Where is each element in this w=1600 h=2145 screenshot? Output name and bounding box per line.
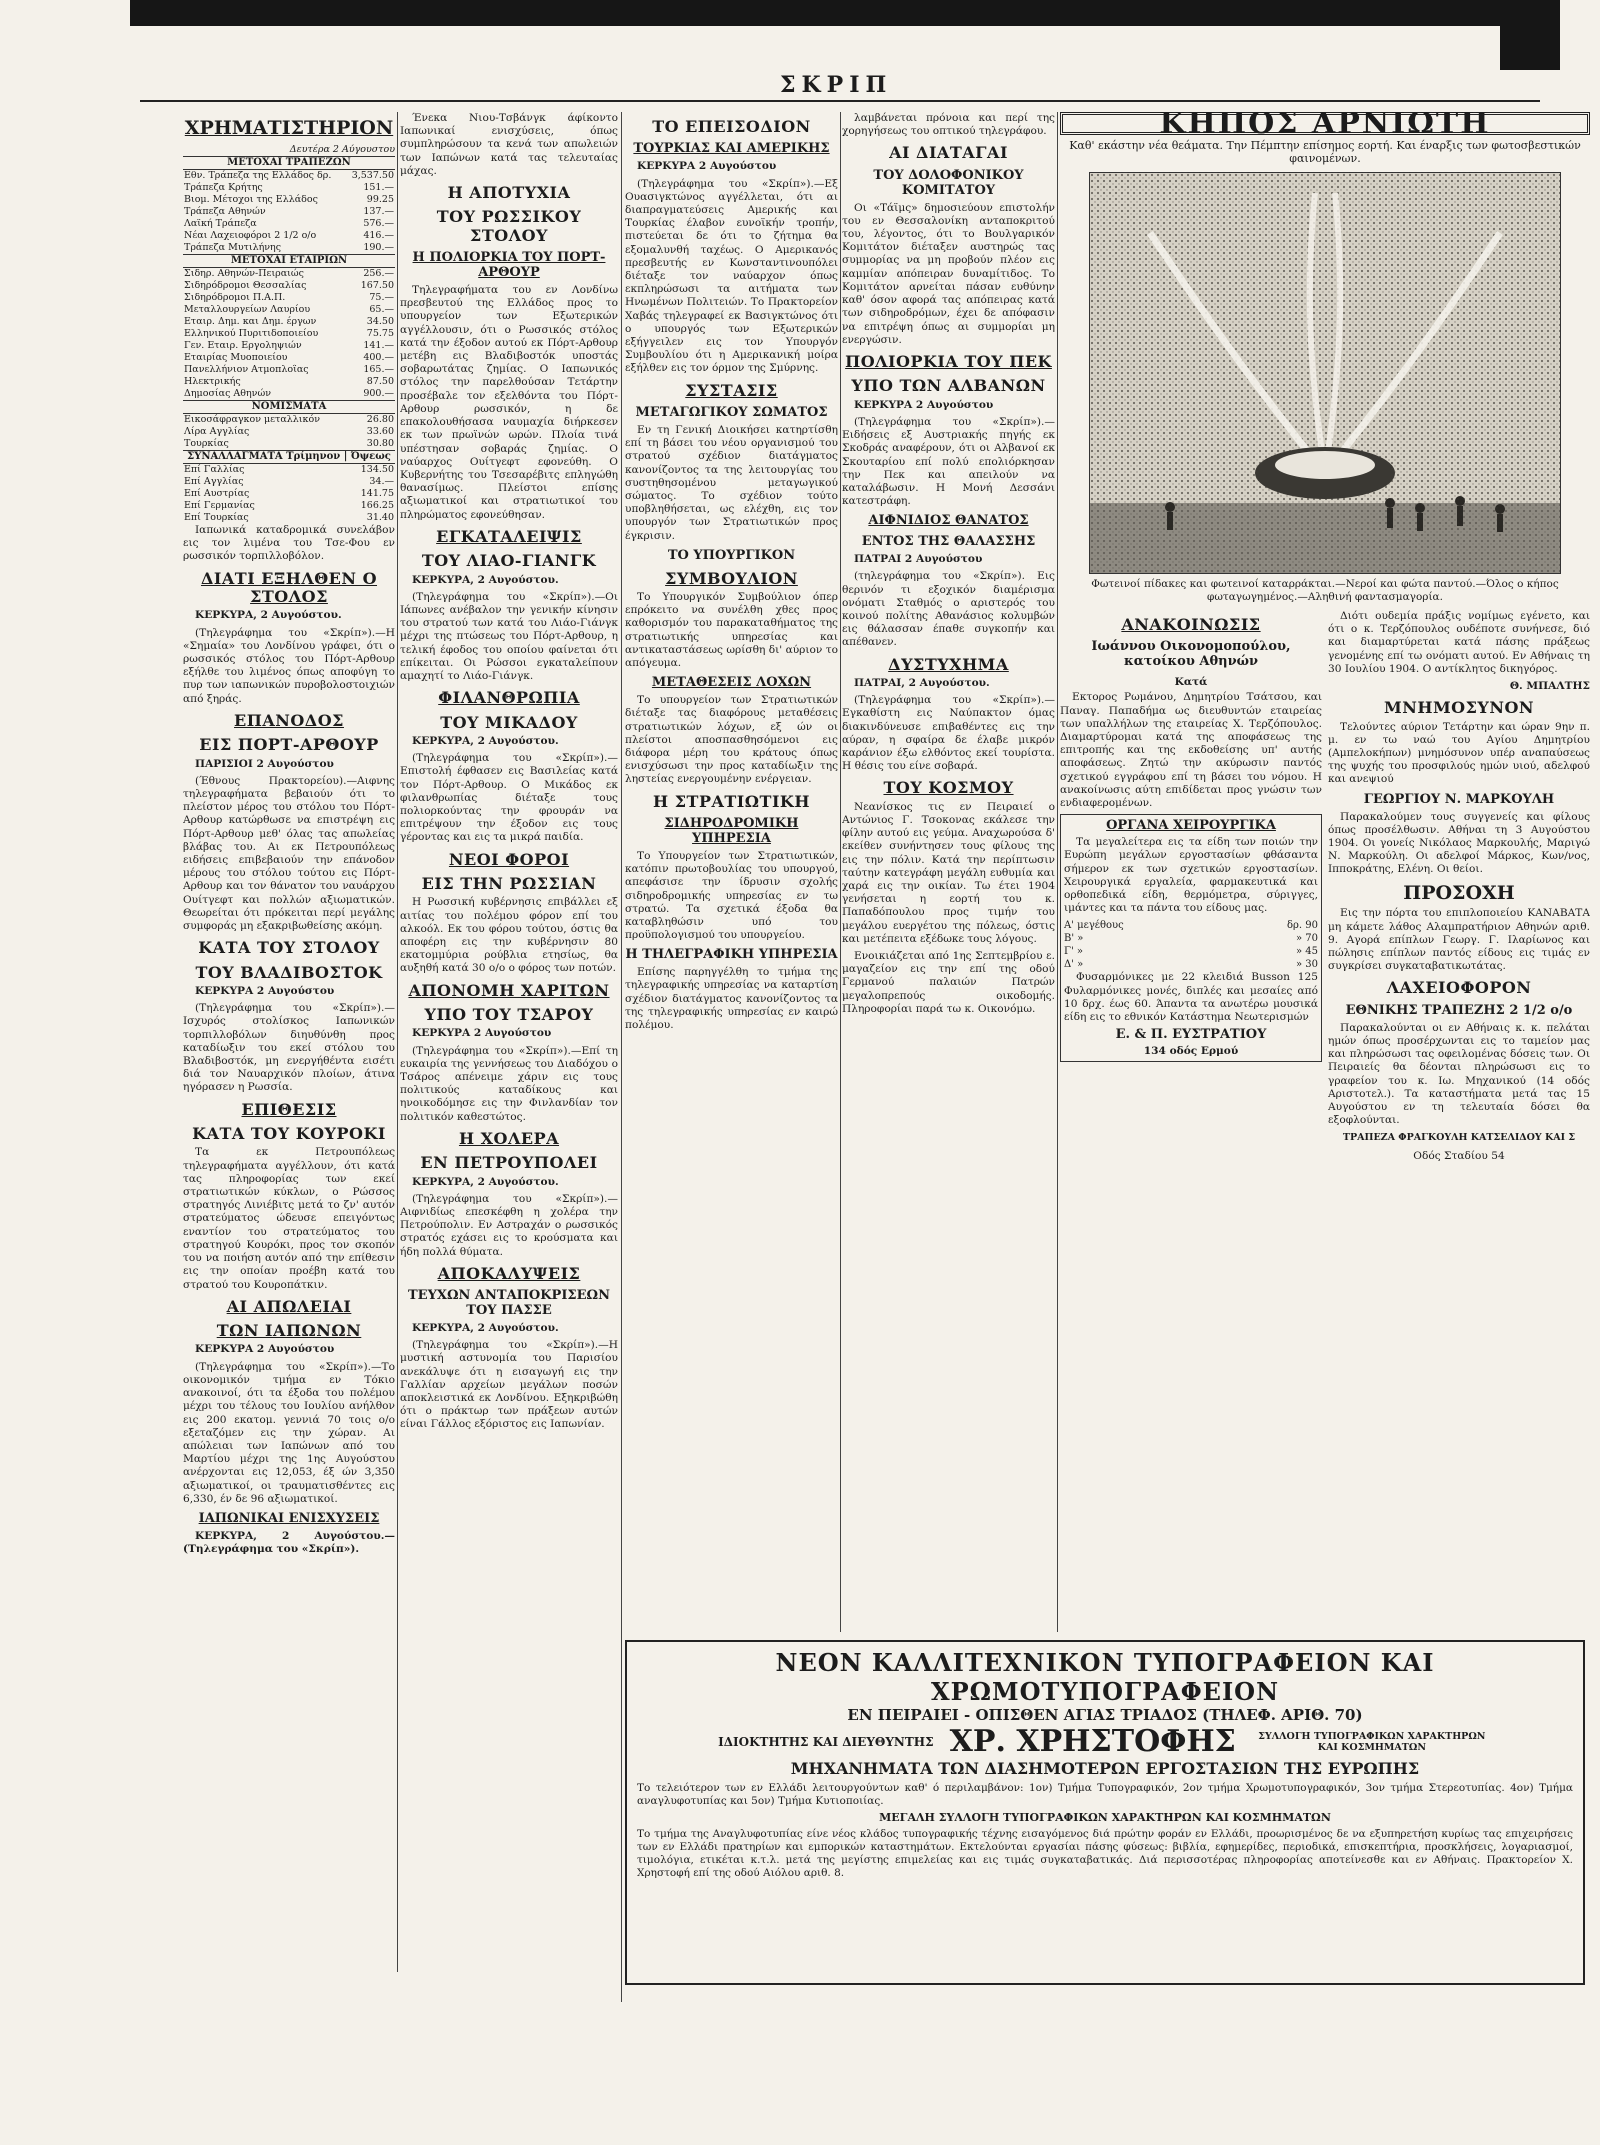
printing-ad-collection: ΜΕΓΑΛΗ ΣΥΛΛΟΓΗ ΤΥΠΟΓΡΑΦΙΚΩΝ ΧΑΡΑΚΤΗΡΩΝ ΚΑΙ ΚΟΣΜΗΜΑΤΩΝ <box>879 1811 1331 1824</box>
exchange-row <box>183 488 395 500</box>
article-heading: ΚΑΤΑ ΤΟΥ ΣΤΟΛΟΥ <box>198 938 380 958</box>
exchange-row-name: Δημοσίας Αθηνών <box>184 388 271 400</box>
masthead-title: ΣΚΡΙΠ <box>780 72 893 98</box>
top-edge-shadow-corner <box>1500 20 1560 70</box>
exchange-row <box>183 426 395 438</box>
exchange-row <box>183 268 395 281</box>
article-body: Η Ρωσσική κυβέρνησις επιβάλλει εξ αιτίας του πολέμου φόρον επί του αλκοόλ. Εκ του φόρου τούτου, όστις θα αποφέρη εις την κυβέρνησιν 80 εκατομμύρια ρούβλια ετησίως, θα αυξηθή κατά 30 ο/ο ο φόρος των ποτών. <box>400 896 618 975</box>
article-body: (Τηλεγράφημα του «Σκρίπ»).—Η μυστική αστυνομία του Παρισίου ανεκάλυψε ότι η εισαγωγή εις την Γαλλίαν αρχείων μεγάλων ποσών αποκλειστικά εκ Λονδίνου. Εξηκριβώθη ότι ο πράκτωρ των πράξεων αυτών είναι Γάλλος εξόριστος εις Ιαπωνίαν. <box>400 1339 618 1431</box>
article-heading: ΤΟΥ ΒΛΑΔΙΒΟΣΤΟΚ <box>195 962 383 982</box>
exchange-row-value: 87.50 <box>366 376 394 388</box>
article-heading: ΑΙΦΝΙΔΙΟΣ ΘΑΝΑΤΟΣ <box>868 513 1029 529</box>
exchange-table <box>183 156 395 524</box>
article-body: (τηλεγράφημα του «Σκρίπ»). Εις θερινόν τι εξοχικόν διαμέρισμα ονόματι Σταθμός ο αριστερός του κοινού πολίτης Αθανάσιος κολυμβών εις θάλασσαν έπαθε συγκοπήν και απέθανεν. <box>842 570 1055 649</box>
exchange-row <box>183 512 395 524</box>
exchange-row <box>183 170 395 183</box>
exchange-row-value: 137.— <box>363 206 394 218</box>
exchange-row-value: 34.— <box>369 476 394 488</box>
kipos-caption: Φωτεινοί πίδακες και φωτεινοί καταρράκται.—Νεροί και φώτα παντού.—Όλος ο κήπος φωταγωγημένος.—Αληθινή φαντασμαγορία. <box>1091 577 1559 603</box>
exchange-row-name: Ηλεκτρικής <box>184 376 241 388</box>
article-heading: ΔΥΣΤΥΧΗΜΑ <box>888 654 1009 674</box>
exchange-section-title: ΝΟΜΙΣΜΑΤΑ <box>183 401 395 414</box>
article-body: (Έθνους Πρακτορείου).—Αιφνης τηλεγραφήματα βεβαιούν ότι το πλείστον μέρος του στόλου του Πόρτ-Αρθουρ κατώρθωσε να επιστρέψη εις Πόρτ-Αρθουρ μεθ' όλας τας απωλείας βλάβας του. Αι εκ Πετρουπόλεως ειδήσεις επιβεβαιούν την επάνοδον μέρους του στόλου τούτου εις Πόρτ-Αρθουρ και τον θάνατον του ναυάρχου Ουίτγεφτ και πολλών αξιωματικών. Θεωρείται ότι πρόκειται περί μεγάλης συμφοράς μη εξακριβωθείσης ακόμη. <box>183 774 395 933</box>
article-heading: ΑΙ ΔΙΑΤΑΓΑΙ <box>889 143 1008 163</box>
exchange-row-value: 167.50 <box>360 280 394 292</box>
exchange-row <box>183 352 395 364</box>
exchange-row-name: Σιδηρόδρομοι Π.Α.Π. <box>184 292 286 304</box>
exchange-row <box>183 304 395 316</box>
memorial-heading: ΜΝΗΜΟΣΥΝΟΝ <box>1383 698 1535 718</box>
dateline: ΚΕΡΚΥΡΑ, 2 Αυγούστου. <box>412 734 559 747</box>
notice-signature: Θ. ΜΠΑΛΤΗΣ <box>1509 680 1590 693</box>
lottery-signature: ΤΡΑΠΕΖΑ ΦΡΑΓΚΟΥΛΗ ΚΑΤΣΕΛΙΔΟΥ ΚΑΙ Σ <box>1342 1132 1576 1144</box>
notice-subheading: Ιωάννου Οικονομοπούλου, κατοίκου Αθηνών <box>1091 639 1291 670</box>
article-body: Ενοικιάζεται από 1ης Σεπτεμβρίου ε. μαγαζείον εις την επί της οδού Γερμανού παλαιών Πατρών μεγαλοπρεπούς οικοδομής. Πληροφορίαι παρά τω κ. Οικονόμω. <box>842 950 1055 1015</box>
article-body: Οι «Τάϊμς» δημοσιεύουν επιστολήν του εν Θεσσαλονίκη ανταποκριτού του, λέγοντος, ότι το Βουλγαρικόν Κομιτάτον διέταξεν αυστηρώς τας συμμορίας να μη προβούν πλέον εις καμμίαν απόπειραν δυναμίτιδος. Το Κομιτάτον αρνείται πάσαν ευθύνην καθ' όσον αφορά τας απόπειρας κατά των σιδηροδρόμων, έχει δε απόφασιν να επιτρέψη όπως αι συμμορίαι μη ενεργώσιν. <box>842 201 1055 346</box>
column-1 <box>183 112 395 1952</box>
exchange-row <box>183 316 395 328</box>
dateline: ΚΕΡΚΥΡΑ 2 Αυγούστου <box>637 160 777 173</box>
exchange-row-value: 166.25 <box>360 500 394 512</box>
exchange-row-value: 141.75 <box>360 488 394 500</box>
printing-house-ad <box>625 1640 1585 1985</box>
exchange-row <box>183 182 395 194</box>
exchange-date: Δευτέρα 2 Αύγουστου <box>289 143 395 155</box>
article-subheading: ΤΕΥΧΩΝ ΑΝΤΑΠΟΚΡΙΣΕΩΝ ΤΟΥ ΠΑΣΣΕ <box>408 1288 610 1319</box>
exchange-row-value: 576.— <box>363 218 394 230</box>
price-label: Β' » <box>1064 933 1084 945</box>
article-body: (Τηλεγράφημα του «Σκρίπ»).—Επί τη ευκαιρία της γεννήσεως του Διαδόχου ο Τσάρος απένειμε χάριν εις τους πολιτικούς καταδίκους και ηνοικοδόμησε εις την Φινλανδίαν τον πολιτικόν καθεστώτος. <box>400 1044 618 1123</box>
article-body: (Τηλεγράφημα του «Σκρίπ»).—Εξ Ουασιγκτώνος αγγέλλεται, ότι αι διαπραγματεύσεις Αμερικής και Τουρκίας έλαβον ευνοϊκήν τροπήν, πιστεύεται δε ότι το ζήτημα θα εξομαλυνθή ταχέως. Ο Αμερικανός πρεσβευτής εν Κωνσταντινουπόλει διέταξε τον ναύαρχον όπως εκπληρώσωσι τα αιτήματα των Ηνωμένων Πολιτειών. Το Πρακτορείον Χαβάς τηλεγραφεί εκ Βασιγκτώνος ότι ο υπουργός των Εξωτερικών εξήγγειλεν εις τον Υπουργόν Συμβουλίου ότι η Αμερικανική μοίρα εξήλθεν εις τον όρμον της Σμύρνης. <box>625 177 838 375</box>
price-list <box>1064 919 1318 971</box>
left-ads <box>1060 610 1322 1165</box>
article-heading: ΑΠΟΝΟΜΗ ΧΑΡΙΤΩΝ <box>408 980 610 1000</box>
exchange-row-value: 34.50 <box>366 316 394 328</box>
exchange-row-name: Εταιρ. Δημ. και Δημ. έργων <box>184 316 317 328</box>
article-body: (Τηλεγράφημα του «Σκρίπ»).—Οι Ιάπωνες ανέβαλον την γενικήν κίνησιν του στρατού των κατά του Λιάο-Γιάνγκ μέχρι της πτώσεως του Πόρτ-Αρθουρ, η τελική έφοδος του οποίου φαίνεται ότι επίκειται. Οι Ρώσσοι εγκαταλείπουν αμαχητί το Λιάο-Γιάνγκ. <box>400 590 618 682</box>
printing-ad-owner-note: ΣΥΛΛΟΓΗ ΤΥΠΟΓΡΑΦΙΚΩΝ ΧΑΡΑΚΤΗΡΩΝ ΚΑΙ ΚΟΣΜΗΜΑΤΩΝ <box>1258 1730 1486 1753</box>
article-heading: ΣΥΣΤΑΣΙΣ <box>685 380 778 400</box>
exchange-row <box>183 414 395 427</box>
exchange-row <box>183 464 395 477</box>
exchange-row-name: Τράπεζα Κρήτης <box>184 182 263 194</box>
article-body: Εν τη Γενική Διοικήσει κατηρτίσθη επί τη βάσει του νέου οργανισμού του στρατού σχέδιον διατάγματος κανονίζοντος τα της λειτουργίας του συστηθησομένου μεταγωγικού σώματος. Το σχέδιον τούτο υποβληθήσεται, ως ελέχθη, εις τον υπουργόν των Στρατιωτικών προς έγκρισιν. <box>625 423 838 542</box>
column-2 <box>400 112 618 1992</box>
article-heading: ΥΠΟ ΤΟΥ ΤΣΑΡΟΥ <box>424 1004 594 1024</box>
exchange-row-name: Εθν. Τράπεζα της Ελλάδος δρ. <box>184 170 332 182</box>
printing-ad-body2: Το τμήμα της Αναγλυφοτυπίας είνε νέος κλάδος τυπογραφικής τέχνης εισαγόμενος διά πρώτην φοράν εν Ελλάδι, προωρισμένος δε να εξυπηρετήση κυρίως τας επιχειρήσεις των εν Ελλάδι πρατηρίων και εμπορικών καταστημάτων. Εκτελούνται εργασίαι πάσης φύσεως: βιβλία, εφημερίδες, περιοδικά, επισκεπτήρια, προσκλήσεις, λογαριασμοί, τιμολόγια, ετικέται κ.τ.λ. μετά της μεγίστης επιμελείας και εις τιμάς συγκαταβατικάς. Διά περισσοτέρας πληροφορίας αποτείνεσθε και εν Αθήναις. Πρακτορείον Χ. Χρηστοφή επί της οδού Αιόλου αριθ. 8. <box>637 1828 1573 1879</box>
dateline: ΚΕΡΚΥΡΑ, 2 Αυγούστου. <box>412 1175 559 1188</box>
article-heading: ΥΠΟ ΤΩΝ ΑΛΒΑΝΩΝ <box>851 376 1046 396</box>
notice-kata: Κατά <box>1174 676 1208 689</box>
exchange-row-value: 256.— <box>363 268 394 280</box>
dateline: ΚΕΡΚΥΡΑ, 2 Αυγούστου. <box>195 609 342 622</box>
price-label: Γ' » <box>1064 946 1083 958</box>
article-body: (Τηλεγράφημα του «Σκρίπ»).—Εγκαθίστη εις Ναύπακτον όμας διακινδύνευσε επιβαθέντες εις την αύραν, η σφαίρα δε έλαβε μικρόν καράνιον έξω ελθόντος εκεί τουρίστα. Η θέσις του είνε σοβαρά. <box>842 694 1055 773</box>
lottery-subheading: ΕΘΝΙΚΗΣ ΤΡΑΠΕΖΗΣ 2 1/2 ο/ο <box>1345 1002 1573 1018</box>
surgical-ad-body2: Φυσαρμόνικες με 22 κλειδιά Busson 125 Φυλαρμόνικες μονές, διπλές και μεσαίες από 10 δρχ. έως 60. Άπαντα τα ανωτέρω μουσικά είδη εις το εθνικόν Κατάστημα Νεωτερισμών <box>1064 971 1318 1024</box>
surgical-ad-address: 134 οδός Ερμού <box>1143 1045 1239 1058</box>
column-rule <box>397 112 398 1972</box>
column-4 <box>842 112 1055 1512</box>
article-heading: Η ΤΗΛΕΓΡΑΦΙΚΗ ΥΠΗΡΕΣΙΑ <box>625 947 838 963</box>
article-heading: ΜΕΤΑΓΩΓΙΚΟΥ ΣΩΜΑΤΟΣ <box>635 404 828 420</box>
exchange-row <box>183 206 395 218</box>
exchange-row-name: Νέαι Λαχειοφόροι 2 1/2 ο/ο <box>184 230 317 242</box>
exchange-row <box>183 292 395 304</box>
exchange-row <box>183 280 395 292</box>
exchange-row-value: 900.— <box>363 388 394 400</box>
exchange-row-name: Λίρα Αγγλίας <box>184 426 250 438</box>
exchange-row-name: Εταιρίας Μυοποιείου <box>184 352 288 364</box>
surgical-ad-heading: ΟΡΓΑΝΑ ΧΕΙΡΟΥΡΓΙΚΑ <box>1106 818 1276 834</box>
right-ads <box>1328 610 1590 1165</box>
notice-heading: ΑΝΑΚΟΙΝΩΣΙΣ <box>1121 615 1261 635</box>
surgical-ad-body: Τα μεγαλείτερα εις τα είδη των ποιών την Ευρώπη μεγάλων εργοστασίων φθάσαντα σήμερον εκ των σχετικών εργοστασίων. Χειρουργικά εργαλεία, φαρμακευτικά και ορθοπεδικά είδη, θερμόμετρα, σύριγγες, ιμάντες και τα πάντα του είδους μας. <box>1064 836 1318 915</box>
exchange-row-value: 400.— <box>363 352 394 364</box>
column-5 <box>1060 112 1590 1512</box>
lottery-body: Παρακαλούνται οι εν Αθήναις κ. κ. πελάται ημών όπως προσέρχωνται εις το ταμείον μας και πληρώσωσι τας οφειλομένας δόσεις των. Οι Πειραιείς θα δέονται πληρώσωσι εις το γραφείον του κ. Ιω. Μηχανικού (14 οδός Αριστοτελ.). Τα καταστήματα μετά τας 15 Αυγούστου εν τη τελευταία δόσει θα εξοφλούνται. <box>1328 1021 1590 1127</box>
price-value: » 45 <box>1295 946 1318 958</box>
exchange-row-value: 165.— <box>363 364 394 376</box>
article-body: Τηλεγραφήματα του εν Λονδίνω πρεσβευτού της Ελλάδος προς το υπουργείον των Εξωτερικών αγγέλλουσιν, ότι ο Ρωσσικός στόλος κατά την έξοδον αυτού εκ Πόρτ-Αρθουρ μετέβη εις Βλαδιβοστόκ υποστάς σοβαρωτάτας ζημίας. Ο Ιαπωνικός στόλος την παρελθούσαν Τετάρτην προσέβαλε τον εξελθόντα του Πόρτ-Αρθουρ ρωσσικόν, η δε επακολουθήσασα ναυμαχία διήρκεσεν εκ των πρωϊνών ωρών. Πλοία τινά υπέστησαν σοβαράς ζημίας. Ο ναύαρχος Ουίτγεφτ εφονεύθη. Ο Κυβερνήτης του Τσεσαρέβιτς επληγώθη θανασίμως. Πλείστοι επίσης αξιωματικοί και στρατιωτικοί του πληρώματος εφονεύθησαν. <box>400 284 618 521</box>
article-heading: ΤΟΥΡΚΙΑΣ ΚΑΙ ΑΜΕΡΙΚΗΣ <box>633 141 830 157</box>
article-heading: ΑΙ ΑΠΩΛΕΙΑΙ <box>226 1296 352 1316</box>
article-body: Επίσης παρηγγέλθη το τμήμα της τηλεγραφικής υπηρεσίας να καταρτίση σχέδιον διατάγματος κανονίζοντος τα της τηλεγραφικής υπηρεσίας εν καιρώ πολέμου. <box>625 966 838 1032</box>
exchange-row-name: Τράπεζα Μυτιλήνης <box>184 242 282 254</box>
dateline: ΚΕΡΚΥΡΑ 2 Αυγούστου <box>195 1343 335 1356</box>
masthead <box>140 70 1540 102</box>
article-heading: ΚΑΤΑ ΤΟΥ ΚΟΥΡΟΚΙ <box>192 1124 386 1144</box>
exchange-row <box>183 230 395 242</box>
column-rule <box>621 112 622 2002</box>
exchange-row <box>183 388 395 401</box>
article-heading: ΤΟΥ ΡΩΣΣΙΚΟΥ ΣΤΟΛΟΥ <box>436 207 582 245</box>
exchange-row-value: 75.— <box>369 292 394 304</box>
column-rule <box>840 112 841 1632</box>
article-subheading: Η ΠΟΛΙΟΡΚΙΑ ΤΟΥ ΠΟΡΤ-ΑΡΘΟΥΡ <box>412 250 606 281</box>
dateline: ΠΑΤΡΑΙ, 2 Αυγούστου. <box>854 677 990 689</box>
dateline: ΚΕΡΚΥΡΑ, 2 Αυγούστου.—(Τηλεγράφημα του «Σκρίπ»). <box>183 1529 395 1556</box>
exchange-row-value: 416.— <box>363 230 394 242</box>
notice-body: Εκτορος Ρωμάνου, Δημητρίου Τσάτσου, και Παναγ. Παπαδήμα ως διευθυντών εταιρείας των υπαλλήλων της εταιρείας Χ. Τερζόπουλος. Διαμαρτύρομαι κατά της αποφάσεως της επιτροπής και της εκδοθείσης υπ' αυτής αποφάσεως. Ζητώ την ακύρωσιν παντός σχετικού εγγράφου επί τη βάσει του νόμου. Η ανακοίνωσις αύτη επιδίδεται προς γνώσιν των ενδιαφερομένων. <box>1060 691 1322 810</box>
printing-ad-title: ΝΕΟΝ ΚΑΛΛΙΤΕΧΝΙΚΟΝ ΤΥΠΟΓΡΑΦΕΙΟΝ ΚΑΙ ΧΡΩΜΟΤΥΠΟΓΡΑΦΕΙΟΝ <box>775 1648 1435 1706</box>
exchange-row <box>183 364 395 376</box>
exchange-row-name: Εικοσάφραγκον μεταλλικόν <box>184 414 320 426</box>
exchange-row <box>183 376 395 388</box>
exchange-row-name: Επί Αυστρίας <box>184 488 250 500</box>
article-heading: ΕΝΤΟΣ ΤΗΣ ΘΑΛΑΣΣΗΣ <box>861 534 1036 550</box>
exchange-row <box>183 218 395 230</box>
dateline: ΚΕΡΚΥΡΑ 2 Αυγούστου <box>195 985 335 998</box>
dateline: ΚΕΡΚΥΡΑ, 2 Αυγούστου. <box>412 573 559 586</box>
printing-ad-body: Το τελειότερον των εν Ελλάδι λειτουργούντων καθ' ό περιλαμβάνον: 1ον) Τμήμα Τυπογραφικόν, 2ον τμήμα Χρωμοτυπογραφικόν, 3ον τμήμα Στερεοτυπίας. 4ον) Τμήμα αναγλυφοτυπίας και 5ον) Τμήμα Κυτιοποιίας. <box>637 1782 1573 1807</box>
dateline: ΚΕΡΚΥΡΑ, 2 Αυγούστου. <box>412 1322 559 1334</box>
article-heading: ΑΠΟΚΑΛΥΨΕΙΣ <box>437 1263 581 1283</box>
article-heading: Η ΧΟΛΕΡΑ <box>458 1128 560 1148</box>
lottery-heading: ΛΑΧΕΙΟΦΟΡΟΝ <box>1386 978 1532 998</box>
article-heading: ΤΟ ΥΠΟΥΡΓΙΚΟΝ <box>667 547 796 563</box>
article-body: Ένεκα Νιου-Τσβάνγκ άφίκοντο Ιαπωνικαί ενισχύσεις, όπως συμπληρώσουν τα κενά των απωλειών των Ιαπώνων κατά τας τελευταίας μάχας. <box>400 112 618 177</box>
exchange-row <box>183 500 395 512</box>
exchange-row-name: Σιδηρόδρομοι Θεσσαλίας <box>184 280 307 292</box>
exchange-row-value: 65.— <box>369 304 394 316</box>
article-body: Νεανίσκος τις εν Πειραιεί ο Αντώνιος Γ. Τσοκονας εκάλεσε την φίλην αυτού εις γεύμα. Αναχωρούσα δ' εκείθεν συνήντησεν τους φίλους της εις την πόλιν. Κατά την περίπτωσιν ταύτην κατεγράφη μεγάλη ευθυμία και χαρά εις την οικίαν. Τω έτει 1904 γενήσεται η εορτή του κ. Παπαδόπουλου προς τιμήν του μεγάλου ευεργέτου της πόλεως, όστις και μετέπειτα εξέδωκε τους λόγους. <box>842 800 1055 945</box>
printing-ad-machines: ΜΗΧΑΝΗΜΑΤΑ ΤΩΝ ΔΙΑΣΗΜΟΤΕΡΩΝ ΕΡΓΟΣΤΑΣΙΩΝ ΤΗΣ ΕΥΡΩΠΗΣ <box>790 1759 1420 1778</box>
attention-heading: ΠΡΟΣΟΧΗ <box>1403 881 1515 904</box>
article-heading: Η ΣΤΡΑΤΙΩΤΙΚΗ <box>653 791 810 811</box>
article-heading: ΕΝ ΠΕΤΡΟΥΠΟΛΕΙ <box>420 1153 598 1173</box>
article-heading: ΕΙΣ ΤΗΝ ΡΩΣΣΙΑΝ <box>421 873 597 893</box>
exchange-section-title: ΣΥΝΑΛΛΑΓΜΑΤΑ Τρίμηνον | Όψεως <box>183 451 395 464</box>
printing-ad-owner-label: ΙΔΙΟΚΤΗΤΗΣ ΚΑΙ ΔΙΕΥΘΥΝΤΗΣ <box>718 1734 934 1749</box>
article-heading: ΔΙΑΤΙ ΕΞΗΛΘΕΝ Ο ΣΤΟΛΟΣ <box>200 568 378 607</box>
article-body: Το Υπουργικόν Συμβούλιον όπερ επρόκειτο να συνέλθη χθες προς καθορισμόν του παρακαταθήματος της στρατιωτικής υπηρεσίας και αντικαταστάσεως ωρίσθη δι' αύριον το απόγευμα. <box>625 591 838 670</box>
exchange-row-name: Πανελλήνιον Ατμοπλοΐας <box>184 364 309 376</box>
exchange-row-value: 141.— <box>363 340 394 352</box>
notice-continuation: Διότι ουδεμία πράξις νομίμως εγένετο, και ότι ο κ. Τερζόπουλος ουδέποτε συνήνεσε, διό και διαμαρτύρεται κατά πάσης πράξεως γενομένης επί τω ονόματι αυτού. Εν Αθήναις τη 30 Ιουλίου 1904. Ο αντίκλητος δικηγόρος. <box>1328 610 1590 675</box>
article-body: Το Υπουργείον των Στρατιωτικών, κατόπιν πρωτοβουλίας του υπουργού, απεφάσισε την ίδρυσιν σχολής σιδηροδρομικής υπηρεσίας εν τω στρατώ. Τα σχετικά έξοδα θα καταβληθώσιν υπό του προϋπολογισμού του υπουργείου. <box>625 849 838 942</box>
exchange-row-name: Λαϊκή Τράπεζα <box>184 218 257 230</box>
price-row <box>1064 958 1318 971</box>
surgical-ad-signature: Ε. & Π. ΕΥΣΤΡΑΤΙΟΥ <box>1115 1027 1267 1043</box>
printing-ad-location: ΕΝ ΠΕΙΡΑΙΕΙ - ΟΠΙΣΘΕΝ ΑΓΙΑΣ ΤΡΙΑΔΟΣ (ΤΗΛΕΦ. ΑΡΙΘ. 70) <box>847 1706 1363 1724</box>
exchange-row <box>183 328 395 340</box>
exchange-row-name: Επί Τουρκίας <box>184 512 249 524</box>
article-heading: Η ΑΠΟΤΥΧΙΑ <box>447 183 571 203</box>
exchange-row <box>183 476 395 488</box>
exchange-row-name: Ελληνικού Πυριτιδοποιείου <box>184 328 319 340</box>
exchange-row-name: Τουρκίας <box>184 438 229 450</box>
price-label: Δ' » <box>1064 959 1084 971</box>
exchange-row-name: Γεν. Εταιρ. Εργοληψιών <box>184 340 302 352</box>
article-heading: ΙΑΠΩΝΙΚΑΙ ΕΝΙΣΧΥΣΕΙΣ <box>198 1510 380 1526</box>
article-heading: ΦΙΛΑΝΘΡΩΠΙΑ <box>438 688 580 708</box>
exchange-row <box>183 242 395 255</box>
article-heading: ΤΩΝ ΙΑΠΩΝΩΝ <box>216 1321 362 1341</box>
article-heading: ΕΠΑΝΟΔΟΣ <box>234 710 344 730</box>
exchange-row-name: Μεταλλουργείων Λαυρίου <box>184 304 311 316</box>
fx-note: Ιαπωνικά καταδρομικά συνελάβον εις τον λιμένα του Τσε-Φου εν ρωσσικόν τορπιλλοβόλον. <box>183 524 395 563</box>
exchange-section-title: ΜΕΤΟΧΑΙ ΕΤΑΙΡΙΩΝ <box>183 255 395 268</box>
kipos-subtitle: Καθ' εκάστην νέα θεάματα. Την Πέμπτην επίσημος εορτή. Και έναρξις των φωτοσβεστικών φαινομένων. <box>1069 139 1581 166</box>
printing-ad-owner-name: ΧΡ. ΧΡΗΣΤΟΦΗΣ <box>949 1724 1236 1759</box>
article-heading: ΜΕΤΑΘΕΣΕΙΣ ΛΟΧΩΝ <box>651 675 812 691</box>
exchange-row-name: Σιδηρ. Αθηνών-Πειραιώς <box>184 268 304 280</box>
article-body: Το υπουργείον των Στρατιωτικών διέταξε τας διαφόρους μεταθέσεις στρατιωτικών λόχων, εξ ών οι πλείστοι αποσπασθησόμενοι εις διάφορα μέρη του κράτους όπως ενισχύσωσι την προς καταδίωξιν της ληστείας ενεργουμένην ενέργειαν. <box>625 694 838 786</box>
article-body: (Τηλεγράφημα του «Σκρίπ»).—Ειδήσεις εξ Αυστριακής πηγής εκ Σκοδράς αναφέρουν, ότι οι Αλβανοί εκ Σκουταρίου επί πολύ επολιόρκησαν την Πεκ και απειλούν να καταλάβωσιν. Η Μονή Δεσσάνι κατεστράφη. <box>842 415 1055 508</box>
printing-ad-owner-row <box>637 1724 1573 1759</box>
exchange-row-value: 33.60 <box>366 426 394 438</box>
price-value: δρ. 90 <box>1287 920 1318 932</box>
exchange-row-value: 26.80 <box>366 414 394 426</box>
article-body: (Τηλεγράφημα του «Σκρίπ»).—Το οικονομικόν τμήμα εν Τόκιο ανακοινοί, ότι τα έξοδα του πολέμου μέχρι του τέλους του Ιουλίου ανήλθον εις 200 εκατομ. γεννιά 70 τοις ο/ο εξεταζόμεν εις την χώραν. Αι απώλειαι των Ιαπώνων από του Μαρτίου μέχρι της 1ης Αυγούστου ανέρχονται εις 12,053, έξ ών 3,350 αξιωματικοί, οι τραυματισθέντες εις 6,330, έν δε 96 αξιωματικοί. <box>183 1360 395 1505</box>
exchange-row <box>183 340 395 352</box>
exchange-row-value: 190.— <box>363 242 394 254</box>
exchange-row-value: 134.50 <box>360 464 394 476</box>
surgical-ad <box>1060 814 1322 1062</box>
price-value: » 70 <box>1295 933 1318 945</box>
kipos-title: ΚΗΠΟΣ ΑΡΝΙΩΤΗ <box>1060 112 1590 135</box>
exchange-row-value: 75.75 <box>366 328 394 340</box>
article-body: (Τηλεγράφημα του «Σκρίπ»).—Η «Σημαία» του Λονδίνου γράφει, ότι ο ρωσσικός στόλος του Πόρτ-Αρθουρ εξήλθε του λιμένος όπως αποφύγη το πυρ των ιαπωνικών πυροβολοστοιχιών από ξηράς. <box>183 626 395 705</box>
exchange-row <box>183 194 395 206</box>
article-body: (Τηλεγράφημα του «Σκρίπ»).—Ισχυρός στολίσκος Ιαπωνικών τορπιλλοβόλων διηυθύνθη προς καταδίωξιν του εκεί στόλου του Βλαδιβοστόκ, μη ενεργήθέντα εισέτι διά τον Ναυαρχικόν πλοίων, άτινα ηγόρασεν η Ρωσσία. <box>183 1002 395 1094</box>
lottery-address: Οδός Σταδίου 54 <box>1413 1150 1505 1163</box>
article-heading: ΝΕΟΙ ΦΟΡΟΙ <box>448 849 570 869</box>
exchange-row-value: 31.40 <box>366 512 394 524</box>
article-heading: ΤΟΥ ΔΟΛΟΦΟΝΙΚΟΥ ΚΟΜΙΤΑΤΟΥ <box>873 167 1024 198</box>
exchange-row-value: 99.25 <box>366 194 394 206</box>
dateline: ΚΕΡΚΥΡΑ 2 Αυγούστου <box>412 1027 552 1040</box>
price-row <box>1064 932 1318 945</box>
article-body: (Τηλεγράφημα του «Σκρίπ»).—Αιφνιδίως επεσκέφθη η χολέρα την Πετρούπολιν. Εν Αστραχάν ο ρωσσικός στρατός εχάσει εις το κρούσματα και ήδη πολλά θύματα. <box>400 1192 618 1258</box>
exchange-row-name: Επί Αγγλίας <box>184 476 244 488</box>
article-heading: ΤΟΥ ΛΙΑΟ-ΓΙΑΝΓΚ <box>421 551 597 571</box>
exchange-row-value: 151.— <box>363 182 394 194</box>
article-body: (Τηλεγράφημα του «Σκρίπ»).—Επιστολή έφθασεν εις Βασιλείας κατά τον Πόρτ-Αρθουρ. Ο Μικάδος εκ φιλανθρωπίας διέταξε τους πολιορκούντας την φρουράν να επιτρέψουν την έξοδον εις τους γέροντας και εις τα μικρά παιδία. <box>400 752 618 844</box>
exchange-row-name: Τράπεζα Αθηνών <box>184 206 266 218</box>
exchange-row-value: 3,537.50 <box>351 170 394 182</box>
price-label: Α' μεγέθους <box>1064 920 1124 932</box>
article-body: Τα εκ Πετρουπόλεως τηλεγραφήματα αγγέλλουν, ότι κατά τας πληροφορίας των εκεί στρατιωτικών κύκλων, ο Ρώσσος στρατηγός Λινιέβιτς μετά το ζν' αυτόν στρατεύματος ώδευσε επειγόντως εναντίον του στρατεύματος του στρατηγού Κουρόκι, προς τον σκοπόν του να ποιήση αυτόν από την επίθεσιν εις την οποίαν προέβη κατά του στρατού του Κουροπάτκιν. <box>183 1146 395 1291</box>
article-heading: ΤΟ ΕΠΕΙΣΟΔΙΟΝ <box>652 117 811 136</box>
exchange-section-title: ΜΕΤΟΧΑΙ ΤΡΑΠΕΖΩΝ <box>183 157 395 170</box>
price-row <box>1064 919 1318 932</box>
exchange-row-name: Επί Γαλλίας <box>184 464 245 476</box>
memorial-body: Τελούντες αύριον Τετάρτην και ώραν 9ην π. μ. εν τω ναώ του Αγίου Δημητρίου (Αμπελοκήπων) μνημόσυνον υπέρ αναπαύσεως της ψυχής του προσφιλούς ημών υιού, αδελφού και ανεψιού <box>1328 720 1590 786</box>
article-heading: ΤΟΥ ΚΟΣΜΟΥ <box>883 778 1014 798</box>
article-body: λαμβάνεται πρόνοια και περί της χορηγήσεως του οπτικού τηλεγράφου. <box>842 112 1055 138</box>
attention-body: Εις την πόρτα του επιπλοποιείου ΚΑΝΑΒΑΤΑ μη κάμετε λάθος Αλαμπρατήριον Αθηνών αριθ. 9. Αγορά επίπλων Γεωργ. Γ. Ιλαρίωνος και πώλησις επίπλων παντός είδους εις τιμάς εν συγκρίσει συγκαταβατικωτάτας. <box>1328 907 1590 973</box>
article-heading: ΣΥΜΒΟΥΛΙΟΝ <box>665 568 798 588</box>
price-row <box>1064 945 1318 958</box>
price-value: » 30 <box>1295 959 1318 971</box>
top-edge-shadow <box>130 0 1560 26</box>
article-heading: ΕΠΙΘΕΣΙΣ <box>241 1099 337 1119</box>
column-3 <box>625 112 838 1512</box>
exchange-row-value: 30.80 <box>366 438 394 450</box>
article-heading: ΠΟΛΙΟΡΚΙΑ ΤΟΥ ΠΕΚ <box>845 351 1052 371</box>
column-rule <box>1057 112 1058 1632</box>
exchange-row-name: Επί Γερμανίας <box>184 500 255 512</box>
article-heading: ΕΓΚΑΤΑΛΕΙΨΙΣ <box>436 526 582 546</box>
exchange-row <box>183 438 395 451</box>
memorial-body2: Παρακαλούμεν τους συγγενείς και φίλους όπως προσέλθωσιν. Αθήναι τη 3 Αυγούστου 1904. Οι γονείς Νικόλαος Μαρκουλής, Μαριγώ Ν. Μαρκούλη. Οι αδελφοί Μάρκος, Κων/νος, Ιπποκράτης, Ελένη. Οι θείοι. <box>1328 810 1590 876</box>
exchange-row-name: Βιομ. Μέτοχοι της Ελλάδος <box>184 194 318 206</box>
memorial-name: ΓΕΩΡΓΙΟΥ Ν. ΜΑΡΚΟΥΛΗ <box>1363 791 1555 807</box>
exchange-title: ΧΡΗΜΑΤΙΣΤΗΡΙΟΝ <box>184 117 394 139</box>
dateline: ΠΑΤΡΑΙ 2 Αυγούστου <box>854 553 983 566</box>
fountain-illustration-svg <box>1090 173 1560 573</box>
article-heading: ΕΙΣ ΠΟΡΤ-ΑΡΘΟΥΡ <box>199 735 379 755</box>
article-heading: ΤΟΥ ΜΙΚΑΔΟΥ <box>440 712 578 732</box>
fountain-illustration <box>1089 172 1561 574</box>
dateline: ΚΕΡΚΥΡΑ 2 Αυγούστου <box>854 398 994 411</box>
article-heading: ΣΙΔΗΡΟΔΡΟΜΙΚΗ ΥΠΗΡΕΣΙΑ <box>664 816 799 846</box>
dateline: ΠΑΡΙΣΙΟΙ 2 Αυγούστου <box>195 757 334 770</box>
